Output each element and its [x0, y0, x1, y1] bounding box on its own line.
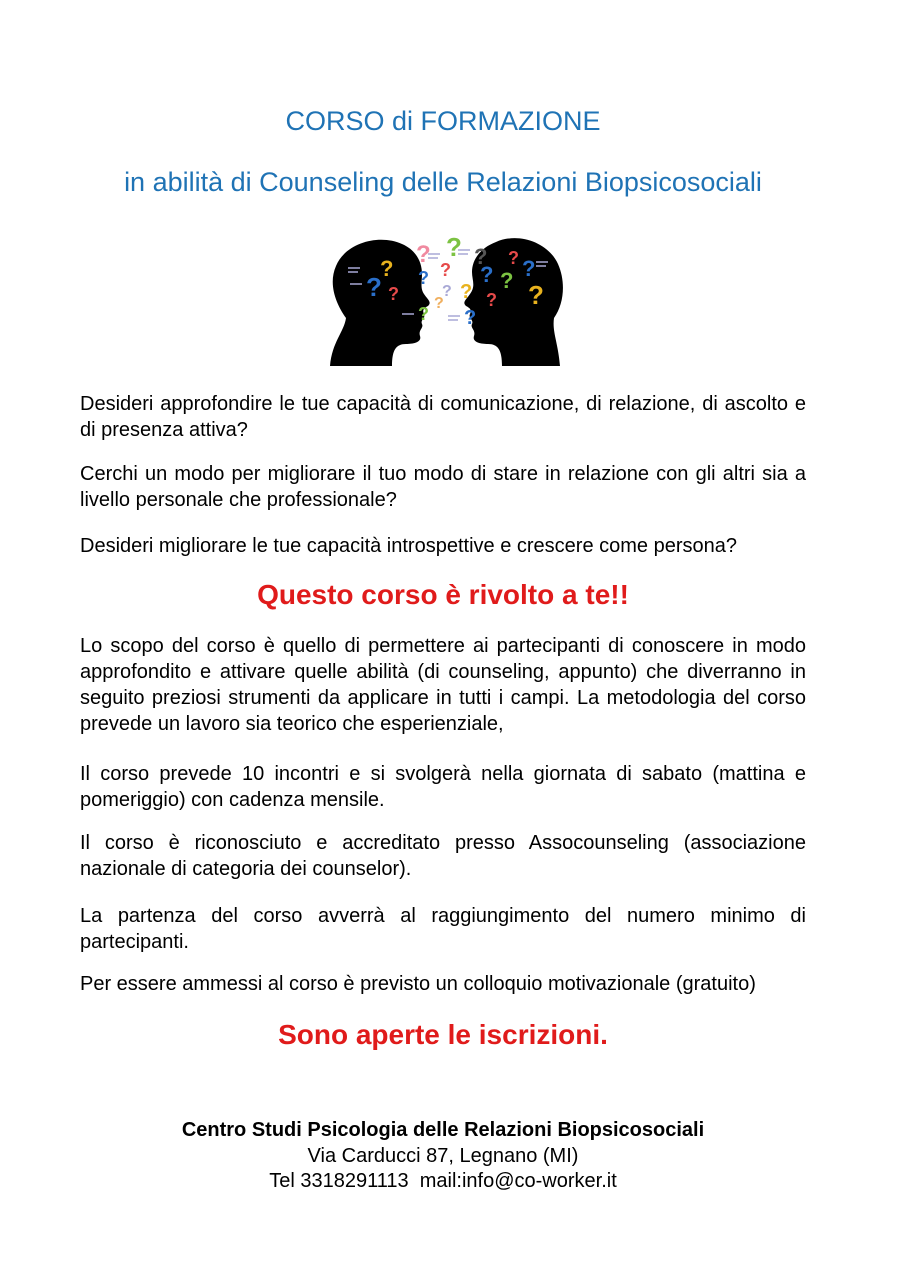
- intro-paragraph-2: Cerchi un modo per migliorare il tuo modo di stare in relazione con gli altri sia a livello personale che professionale?: [80, 463, 806, 511]
- organization-name: Centro Studi Psicologia delle Relazioni Biopsicosociali: [181, 1119, 705, 1141]
- question-mark: ?: [460, 281, 473, 303]
- question-mark: ?: [434, 295, 444, 312]
- question-mark: ?: [464, 307, 477, 329]
- two-heads-question-marks-icon: [322, 232, 568, 366]
- enrollment-open-headline: Sono aperte le iscrizioni.: [278, 1019, 608, 1050]
- question-mark: ?: [508, 248, 519, 268]
- question-mark: ?: [388, 284, 399, 304]
- target-audience-headline: Questo corso è rivolto a te!!: [257, 579, 629, 610]
- admission-paragraph: Per essere ammessi al corso è previsto un colloquio motivazionale (gratuito): [80, 973, 756, 995]
- course-start-paragraph: La partenza del corso avverrà al raggiungimento del numero minimo di partecipanti.: [80, 905, 806, 953]
- question-mark: ?: [418, 304, 429, 324]
- question-mark: ?: [380, 256, 394, 281]
- organization-contact: Tel 3318291113 mail:info@co-worker.it: [269, 1170, 617, 1192]
- question-mark: ?: [500, 268, 514, 293]
- question-mark: ?: [528, 280, 544, 310]
- organization-address: Via Carducci 87, Legnano (MI): [307, 1145, 579, 1167]
- question-mark: ?: [440, 260, 451, 280]
- course-title: CORSO di FORMAZIONE: [285, 106, 601, 136]
- course-accreditation-paragraph: Il corso è riconosciuto e accreditato presso Assocounseling (associazione nazionale di categoria dei counselor).: [80, 832, 806, 880]
- course-purpose-paragraph: Lo scopo del corso è quello di permettere ai partecipanti di conoscere in modo approfondito e attivare quelle abilità (di counseling, appunto) che diverranno in seguito preziosi strumenti da applicare in tutti i campi. La metodologia del corso prevede un lavoro sia teorico che esperienziale,: [80, 635, 806, 735]
- question-mark: ?: [474, 244, 488, 269]
- question-mark: ?: [486, 290, 497, 310]
- question-mark: ?: [446, 232, 462, 262]
- question-mark: ?: [480, 262, 494, 287]
- question-mark: ?: [418, 268, 429, 288]
- question-mark: ?: [416, 241, 431, 268]
- question-mark: ?: [522, 256, 536, 281]
- question-mark: ?: [442, 283, 452, 300]
- course-subtitle: in abilità di Counseling delle Relazioni Biopsicosociali: [124, 167, 762, 197]
- intro-paragraph-3: Desideri migliorare le tue capacità introspettive e crescere come persona?: [80, 535, 737, 557]
- question-mark: ?: [366, 272, 382, 302]
- intro-paragraph-1: Desideri approfondire le tue capacità di comunicazione, di relazione, di ascolto e di presenza attiva?: [80, 393, 806, 441]
- course-schedule-paragraph: Il corso prevede 10 incontri e si svolgerà nella giornata di sabato (mattina e pomeriggio) con cadenza mensile.: [80, 763, 806, 811]
